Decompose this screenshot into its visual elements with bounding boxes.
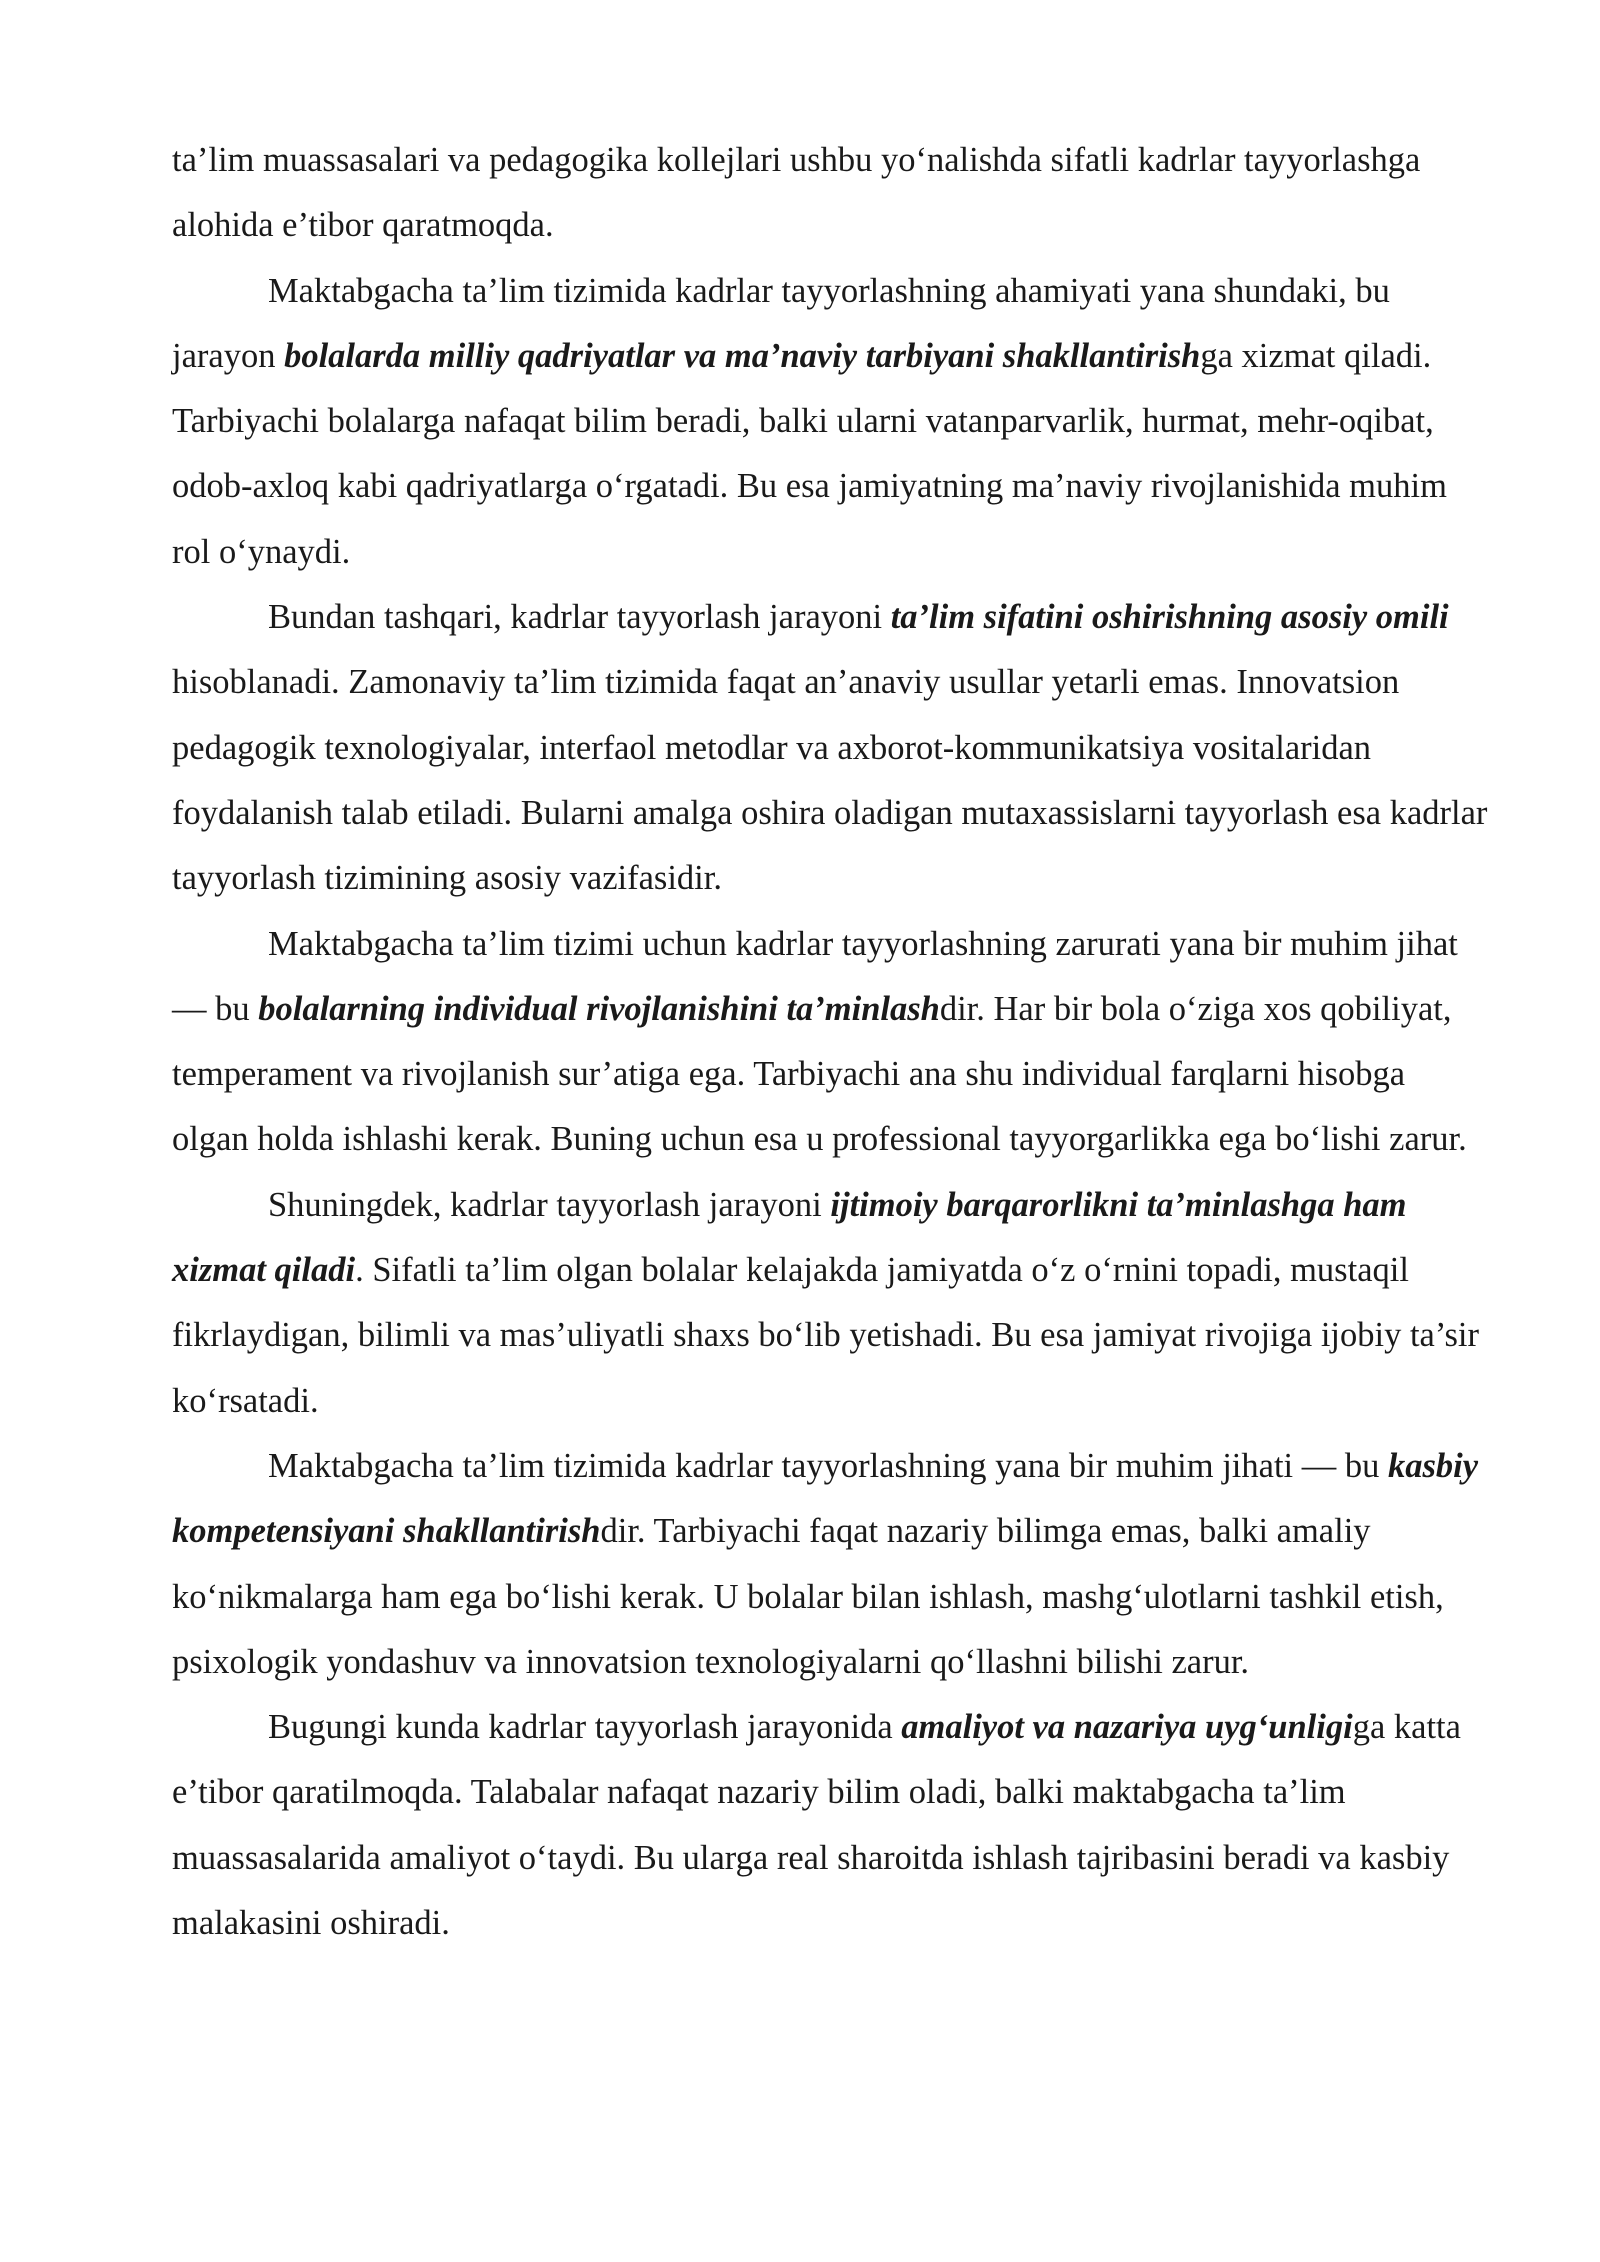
paragraph-6-run-3: dir. Tarbiyachi faqat nazariy bilimga emas, balki amaliy ko‘nikmalarga ham ega bo‘lishi kerak. U bolalar bilan ishlash, mashg‘ulotlarni tashkil etish, psixologik yondashuv va innovatsion texnologiyalarni qo‘llashni bilishi zarur.	[172, 1512, 1444, 1681]
paragraph-4-run-3: dir. Har bir bola o‘ziga xos qobiliyat, temperament va rivojlanish sur’atiga ega. Tarbiyachi ana shu individual farqlarni hisobga olgan holda ishlashi kerak. Buning uchun esa u professional tayyorgarlikka ega bo‘lishi zarur.	[172, 989, 1467, 1159]
paragraph-1-text: ta’lim muassasalari va pedagogika kollejlari ushbu yo‘nalishda sifatli kadrlar tayyorlashga alohida e’tibor qaratmoqda.	[172, 141, 1421, 245]
paragraph-3	[172, 585, 1490, 911]
paragraph-3-run-3: hisoblanadi. Zamonaviy ta’lim tizimida faqat an’anaviy usullar yetarli emas. Innovatsion pedagogik texnologiyalar, interfaol metodlar va axborot-kommunikatsiya vositalaridan foydalanish talab etiladi. Bularni amalga oshira oladigan mutaxassislarni tayyorlash esa kadrlar tayyorlash tizimining asosiy vazifasidir.	[172, 663, 1488, 898]
paragraph-7-run-3: ga katta e’tibor qaratilmoqda. Talabalar nafaqat nazariy bilim oladi, balki maktabgacha ta’lim muassasalarida amaliyot o‘taydi. Bu ularga real sharoitda ishlash tajribasini beradi va kasbiy malakasini oshiradi.	[172, 1708, 1461, 1943]
paragraph-4	[172, 912, 1490, 1173]
paragraph-4-emphasis: bolalarning individual rivojlanishini ta’minlash	[258, 989, 940, 1028]
paragraph-5	[172, 1173, 1490, 1434]
paragraph-5-run-3: . Sifatli ta’lim olgan bolalar kelajakda jamiyatda o‘z o‘rnini topadi, mustaqil fikrlaydigan, bilimli va mas’uliyatli shaxs bo‘lib yetishadi. Bu esa jamiyat rivojiga ijobiy ta’sir ko‘rsatadi.	[172, 1251, 1479, 1420]
paragraph-7-run-1: Bugungi kunda kadrlar tayyorlash jarayonida	[268, 1708, 902, 1747]
paragraph-1	[172, 128, 1490, 259]
paragraph-2	[172, 259, 1490, 585]
paragraph-6-emphasis: kasbiy kompetensiyani shakllantirish	[172, 1446, 1479, 1551]
paragraph-4-run-1: Maktabgacha ta’lim tizimi uchun kadrlar tayyorlashning zarurati yana bir muhim jihat — bu	[172, 924, 1458, 1028]
paragraph-6	[172, 1434, 1490, 1695]
paragraph-5-run-1: Shuningdek, kadrlar tayyorlash jarayoni	[268, 1185, 831, 1224]
paragraph-7	[172, 1695, 1490, 1956]
paragraph-2-run-1: Maktabgacha ta’lim tizimida kadrlar tayyorlashning ahamiyati yana shundaki, bu jarayon	[172, 271, 1390, 375]
document-body	[172, 128, 1490, 1956]
paragraph-3-run-1: Bundan tashqari, kadrlar tayyorlash jarayoni	[268, 598, 891, 637]
paragraph-7-emphasis: amaliyot va nazariya uyg‘unligi	[901, 1708, 1353, 1747]
paragraph-2-emphasis: bolalarda milliy qadriyatlar va ma’naviy tarbiyani shakllantirish	[284, 336, 1201, 375]
paragraph-6-run-1: Maktabgacha ta’lim tizimida kadrlar tayyorlashning yana bir muhim jihati — bu	[268, 1446, 1388, 1485]
paragraph-5-emphasis: ijtimoiy barqarorlikni ta’minlashga ham xizmat qiladi	[172, 1185, 1407, 1290]
paragraph-2-run-3: ga xizmat qiladi. Tarbiyachi bolalarga nafaqat bilim beradi, balki ularni vatanparvarlik, hurmat, mehr-oqibat, odob-axloq kabi qadriyatlarga o‘rgatadi. Bu esa jamiyatning ma’naviy rivojlanishida muhim rol o‘ynaydi.	[172, 336, 1447, 571]
paragraph-3-emphasis: ta’lim sifatini oshirishning asosiy omili	[890, 598, 1449, 637]
